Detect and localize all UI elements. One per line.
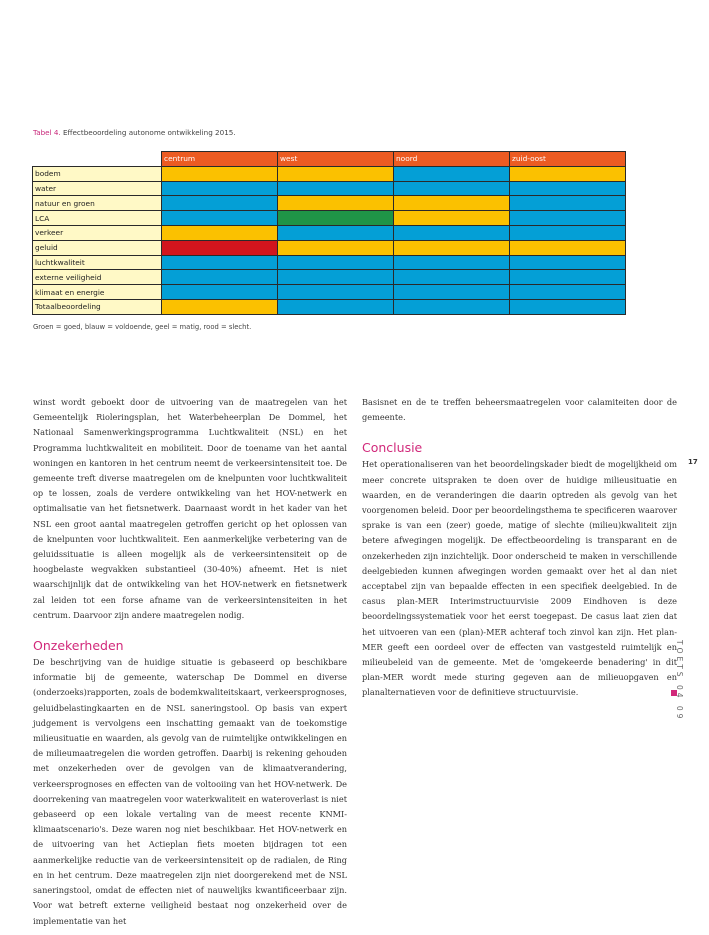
left-text-column xyxy=(33,395,347,929)
rating-cell-centrum xyxy=(162,255,278,270)
rating-cell-centrum xyxy=(162,299,278,314)
row-label: LCA xyxy=(33,211,162,226)
table-row xyxy=(33,299,626,314)
left-paragraph-1: winst wordt geboekt door de uitvoering van de maatregelen van het Gemeentelijk Rioleringsplan, het Waterbeheerplan De Dommel, het Nationaal Samenwerkingsprogramma Luchtkwaliteit (NSL) en het Programma luchtkwaliteit en mobiliteit. Door de toename van het aantal woningen en kantoren in het centrum neemt de verkeersintensiteit toe. De gemeente treft diverse maatregelen om de knelpunten voor luchtkwaliteit op te lossen, zoals de verdere ontwikkeling van het HOV-netwerk en optimalisatie van het fietsnetwerk. Daarnaast wordt in het kader van het NSL een groot aantal maatregelen getroffen gericht op het oplossen van de knelpunten voor luchtkwaliteit. Een aanmerkelijke verbetering van de geluidssituatie is alleen mogelijk als de verkeersintensiteit op de hoogbelaste wegvakken substantieel (30-40%) afneemt. Het is niet waarschijnlijk dat de ontwikkeling van het HOV-netwerk en fietsnetwerk zal leiden tot een forse afname van de verkeersintensiteiten in het centrum. Daarvoor zijn andere maatregelen nodig. xyxy=(33,397,347,620)
row-label: bodem xyxy=(33,166,162,181)
table-row xyxy=(33,285,626,300)
page-number: 17 xyxy=(688,458,698,466)
rating-cell-west xyxy=(278,240,394,255)
rating-cell-centrum xyxy=(162,240,278,255)
row-label: luchtkwaliteit xyxy=(33,255,162,270)
color-legend: Groen = goed, blauw = voldoende, geel = matig, rood = slecht. xyxy=(33,323,252,331)
table-row xyxy=(33,255,626,270)
rating-cell-zuid-oost xyxy=(510,166,626,181)
rating-cell-noord xyxy=(394,299,510,314)
right-paragraph-1: Basisnet en de te treffen beheersmaatregelen voor calamiteiten door de gemeente. xyxy=(362,397,677,423)
row-label: klimaat en energie xyxy=(33,285,162,300)
rating-cell-west xyxy=(278,270,394,285)
rating-cell-west xyxy=(278,166,394,181)
rating-cell-noord xyxy=(394,181,510,196)
rating-cell-zuid-oost xyxy=(510,285,626,300)
rating-cell-west xyxy=(278,285,394,300)
section-heading-conclusie: Conclusie xyxy=(362,440,423,456)
column-header-west: west xyxy=(278,152,394,167)
row-label: Totaalbeoordeling xyxy=(33,299,162,314)
row-label: externe veiligheid xyxy=(33,270,162,285)
right-paragraph-2 xyxy=(362,457,677,700)
row-label: natuur en groen xyxy=(33,196,162,211)
table-row xyxy=(33,166,626,181)
rating-cell-zuid-oost xyxy=(510,299,626,314)
rating-cell-centrum xyxy=(162,211,278,226)
table-row xyxy=(33,225,626,240)
table-row xyxy=(33,211,626,226)
rating-cell-zuid-oost xyxy=(510,255,626,270)
rating-cell-noord xyxy=(394,211,510,226)
table-row xyxy=(33,196,626,211)
rating-cell-west xyxy=(278,225,394,240)
table-row xyxy=(33,181,626,196)
rating-cell-noord xyxy=(394,225,510,240)
rating-cell-centrum xyxy=(162,270,278,285)
rating-cell-zuid-oost xyxy=(510,211,626,226)
rating-cell-centrum xyxy=(162,285,278,300)
column-header-zuid-oost: zuid-oost xyxy=(510,152,626,167)
table-caption-text: Effectbeoordeling autonome ontwikkeling 2015. xyxy=(60,128,236,137)
rating-cell-zuid-oost xyxy=(510,196,626,211)
row-label: water xyxy=(33,181,162,196)
rating-cell-west xyxy=(278,181,394,196)
left-paragraph-2: De beschrijving van de huidige situatie is gebaseerd op beschikbare informatie bij de gemeente, waterschap De Dommel en diverse (onderzoeks)rapporten, zoals de bodemkwaliteitskaart, verkeersprognoses, geluidbelastingkaarten en de NSL saneringstool. Op basis van expert judgement is vervolgens een inschatting gemaakt van de toekomstige milieusituatie en waarden, als gevolg van de ruimtelijke ontwikkelingen en de milieumaatregelen die worden getroffen. Daarbij is rekening gehouden met onzekerheden over de gevolgen van de klimaatverandering, verkeersprognoses en effecten van de voltooiing van het HOV-netwerk. De doorrekening van maatregelen voor waterkwaliteit en wateroverlast is niet gebaseerd op een lokale vertaling van de meest recente KNMI-klimaatscenario's. Deze waren nog niet beschikbaar. Het HOV-netwerk en de uitvoering van het Actieplan fiets moeten bijdragen tot een aanmerkelijke reductie van de verkeersintensiteit op de radialen, de Ring en in het centrum. Deze maatregelen zijn niet doorgerekend met de NSL saneringstool, omdat de effecten niet of nauwelijks kwantificeerbaar zijn. Voor wat betreft externe veiligheid bestaat nog onzekerheid over de implementatie van het xyxy=(33,657,347,926)
rating-cell-zuid-oost xyxy=(510,225,626,240)
table-caption-label: Tabel 4. xyxy=(33,128,61,137)
rating-cell-west xyxy=(278,299,394,314)
table-corner-cell xyxy=(33,152,162,167)
rating-cell-noord xyxy=(394,166,510,181)
rating-cell-noord xyxy=(394,240,510,255)
table-body xyxy=(33,166,626,314)
rating-cell-west xyxy=(278,255,394,270)
section-heading-onzekerheden: Onzekerheden xyxy=(33,638,124,654)
column-header-centrum: centrum xyxy=(162,152,278,167)
right-text-column xyxy=(362,395,677,701)
rating-cell-centrum xyxy=(162,225,278,240)
rating-cell-centrum xyxy=(162,196,278,211)
table-row xyxy=(33,240,626,255)
rating-cell-centrum xyxy=(162,181,278,196)
table-row xyxy=(33,270,626,285)
rating-cell-centrum xyxy=(162,166,278,181)
rating-cell-zuid-oost xyxy=(510,181,626,196)
rating-cell-zuid-oost xyxy=(510,270,626,285)
journal-running-title: TOETS 04 09 xyxy=(675,640,684,722)
table-caption xyxy=(33,128,236,137)
rating-cell-zuid-oost xyxy=(510,240,626,255)
column-header-noord: noord xyxy=(394,152,510,167)
rating-cell-west xyxy=(278,196,394,211)
rating-cell-noord xyxy=(394,285,510,300)
rating-cell-noord xyxy=(394,255,510,270)
row-label: verkeer xyxy=(33,225,162,240)
right-paragraph-2-text: Het operationaliseren van het beoordelingskader biedt de mogelijkheid om meer concrete uitspraken te doen over de huidige milieusituatie en waarden, en de veranderingen die daarin optreden als gevolg van het voorgenomen beleid. Door per beoordelingsthema te specificeren waarover sprake is van een (zeer) goede, matige of slechte (milieu)kwaliteit zijn betere afwegingen mogelijk. De effectbeoordeling is transparant en de onzekerheden zijn inzichtelijk. Door onderscheid te maken in verschillende deelgebieden kunnen afwegingen worden gemaakt over het al dan niet acceptabel zijn van bepaalde effecten in een specifiek deelgebied. In de casus plan-MER Interimstructuurvisie 2009 Eindhoven is deze beoordelingssystematiek voor het eerst toegepast. De casus laat zien dat het uitvoeren van een (plan)-MER achteraf toch zinvol kan zijn. Het plan-MER geeft een oordeel over de effecten van vastgesteld ruimtelijk en milieubeleid van de gemeente. Met de 'omgekeerde benadering' in dit plan-MER wordt mede sturing gegeven aan de milieuopgaven en planalternatieven voor de definitieve structuurvisie. xyxy=(362,459,677,698)
rating-cell-noord xyxy=(394,270,510,285)
effect-table xyxy=(32,151,626,315)
rating-cell-noord xyxy=(394,196,510,211)
rating-cell-west xyxy=(278,211,394,226)
table-header-row xyxy=(33,152,626,167)
row-label: geluid xyxy=(33,240,162,255)
